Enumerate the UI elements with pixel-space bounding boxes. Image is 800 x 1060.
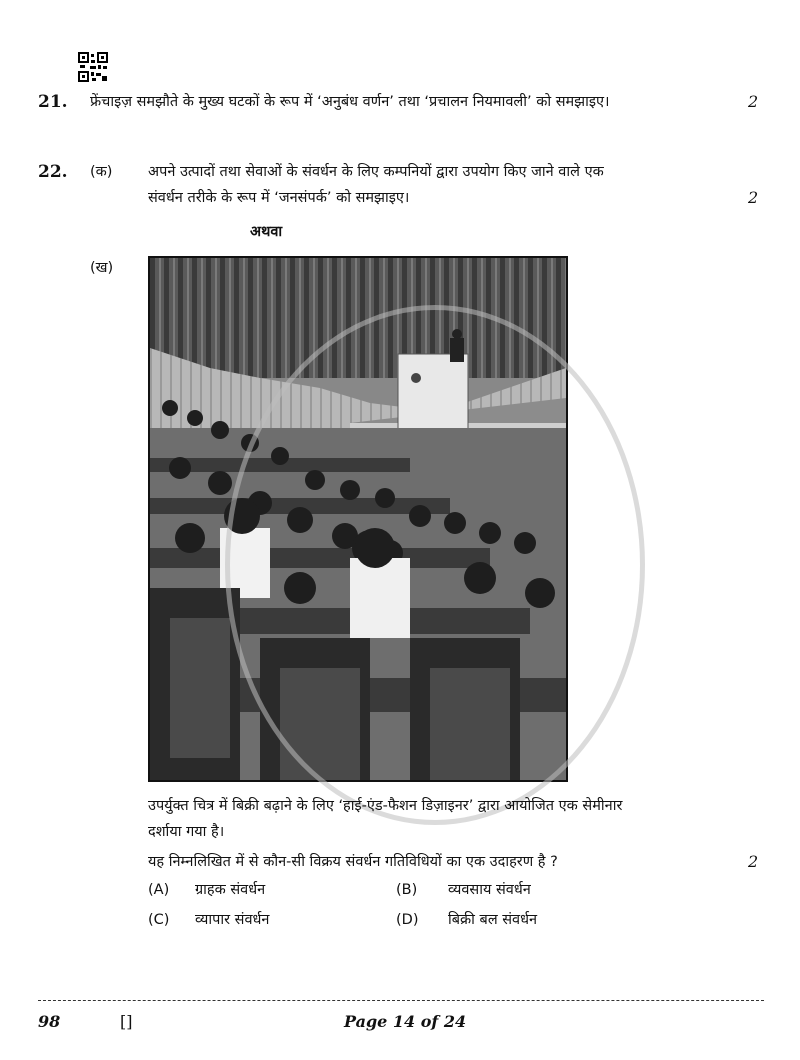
- caption-line-1: उपर्युक्त चित्र में बिक्री बढ़ाने के लिए ‘हाई-एंड-फैशन डिज़ाइनर’ द्वारा आयोजित एक सेमीनार: [148, 798, 623, 814]
- part-a-marks: 2: [748, 188, 759, 207]
- part-a-line-2: संवर्धन तरीके के रूप में ‘जनसंपर्क’ को समझाइए।: [148, 190, 410, 206]
- question-21-text: फ्रेंचाइज़ समझौते के मुख्य घटकों के रूप में ‘अनुबंध वर्णन’ तथा ‘प्रचालन नियमावली’ को समझाइए।: [90, 94, 610, 110]
- option-b-text: व्यवसाय संवर्धन: [448, 882, 531, 898]
- option-a-label: (A): [148, 882, 170, 898]
- part-b-question: यह निम्नलिखित में से कौन-सी विक्रय संवर्धन गतिविधियों का एक उदाहरण है ?: [148, 854, 558, 870]
- option-d-label: (D): [396, 912, 419, 928]
- caption-line-2: दर्शाया गया है।: [148, 824, 225, 840]
- footer-code: 98: [38, 1012, 61, 1031]
- question-21-marks: 2: [748, 92, 759, 111]
- or-label: अथवा: [250, 224, 283, 240]
- seminar-photo: [148, 256, 568, 782]
- part-a-line-1: अपने उत्पादों तथा सेवाओं के संवर्धन के लिए कम्पनियों द्वारा उपयोग किए जाने वाले एक: [148, 164, 604, 180]
- option-d-text: बिक्री बल संवर्धन: [448, 912, 538, 928]
- option-a-text: ग्राहक संवर्धन: [195, 882, 266, 898]
- footer-page-number: Page 14 of 24: [344, 1012, 467, 1031]
- footer-divider: [38, 1000, 764, 1001]
- footer-brackets: []: [120, 1012, 133, 1031]
- question-number-22: 22.: [38, 162, 68, 182]
- part-b-marks: 2: [748, 852, 759, 871]
- part-b-label: (ख): [90, 260, 114, 276]
- option-c-text: व्यापार संवर्धन: [195, 912, 270, 928]
- part-a-label: (क): [90, 164, 113, 180]
- option-c-label: (C): [148, 912, 170, 928]
- option-b-label: (B): [396, 882, 418, 898]
- qr-code-icon: [78, 52, 108, 82]
- question-number-21: 21.: [38, 92, 68, 112]
